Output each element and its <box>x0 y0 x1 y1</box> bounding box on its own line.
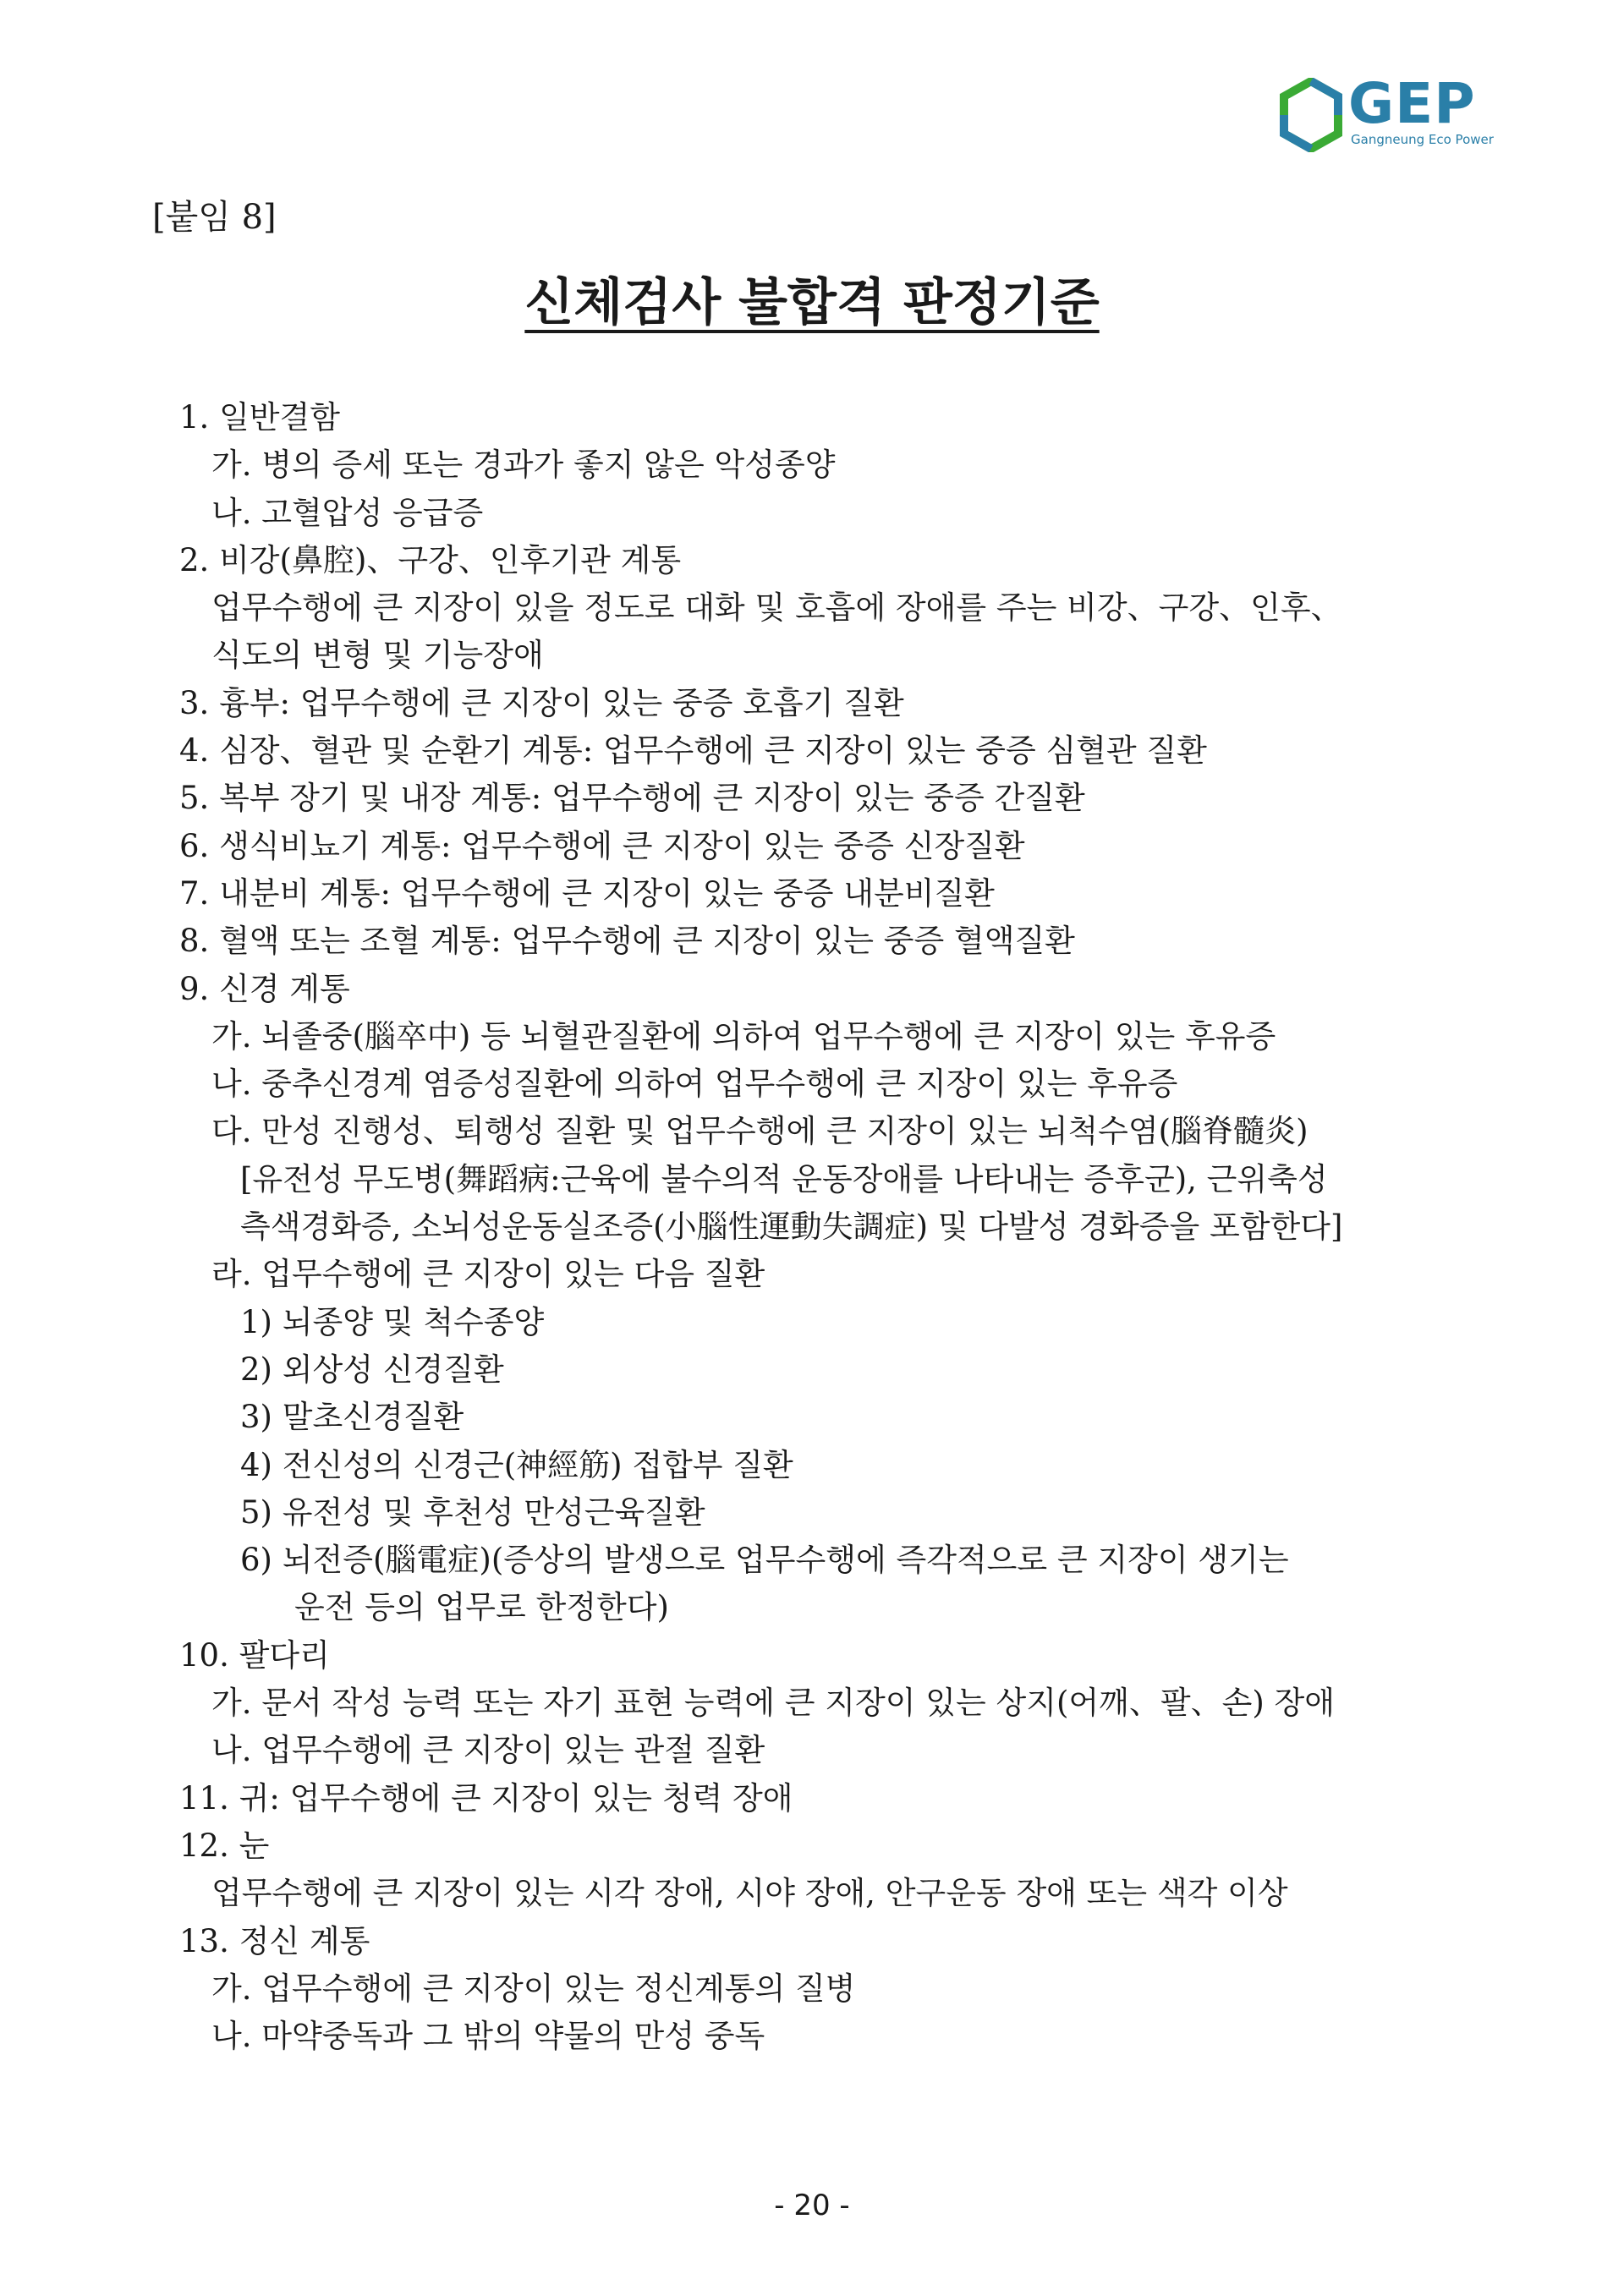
section-heading: 12. 눈 <box>179 1827 270 1864</box>
section-heading: 4. 심장、혈관 및 순환기 계통: 업무수행에 큰 지장이 있는 중증 심혈관 질환 <box>179 732 1207 770</box>
sub-list-item: 6) 뇌전증(腦電症)(증상의 발생으로 업무수행에 즉각적으로 큰 지장이 생기는 <box>240 1542 1289 1579</box>
list-item: 나. 고혈압성 응급증 <box>211 494 484 531</box>
criteria-list <box>179 394 1499 2060</box>
list-item: 나. 중추신경계 염증성질환에 의하여 업무수행에 큰 지장이 있는 후유증 <box>211 1066 1178 1103</box>
list-item: 가. 병의 증세 또는 경과가 좋지 않은 악성종양 <box>211 447 836 484</box>
section-heading: 3. 흉부: 업무수행에 큰 지장이 있는 중증 호흡기 질환 <box>179 684 904 721</box>
logo-text: GEP <box>1348 71 1476 136</box>
list-item: 업무수행에 큰 지장이 있을 정도로 대화 및 호흡에 장애를 주는 비강、구강、인후、 <box>211 589 1342 627</box>
sub-list-item-continuation: 운전 등의 업무로 한정한다) <box>294 1589 669 1626</box>
list-item-continuation: [유전성 무도병(舞蹈病:근육에 불수의적 운동장애를 나타내는 증후군), 근위축성 <box>240 1160 1328 1197</box>
section-heading: 2. 비강(鼻腔)、구강、인후기관 계통 <box>179 541 682 578</box>
section-heading: 6. 생식비뇨기 계통: 업무수행에 큰 지장이 있는 중증 신장질환 <box>179 827 1025 864</box>
list-item: 가. 업무수행에 큰 지장이 있는 정신계통의 질병 <box>211 1970 856 2007</box>
list-item: 나. 업무수행에 큰 지장이 있는 관절 질환 <box>211 1732 765 1769</box>
section-heading: 7. 내분비 계통: 업무수행에 큰 지장이 있는 중증 내분비질환 <box>179 874 995 912</box>
section-heading: 5. 복부 장기 및 내장 계통: 업무수행에 큰 지장이 있는 중증 간질환 <box>179 780 1085 817</box>
page-number: - 20 - <box>774 2189 850 2222</box>
list-item-continuation: 측색경화증, 소뇌성운동실조증(小腦性運動失調症) 및 다발성 경화증을 포함한다] <box>240 1208 1343 1246</box>
list-item: 식도의 변형 및 기능장애 <box>211 637 544 674</box>
list-item: 가. 문서 작성 능력 또는 자기 표현 능력에 큰 지장이 있는 상지(어깨、팔、손) 장애 <box>211 1685 1336 1722</box>
section-heading: 9. 신경 계통 <box>179 970 350 1007</box>
list-item: 라. 업무수행에 큰 지장이 있는 다음 질환 <box>211 1256 765 1293</box>
attachment-label: [붙임 8] <box>152 198 277 237</box>
section-heading: 10. 팔다리 <box>179 1636 330 1674</box>
list-item: 나. 마약중독과 그 밖의 약물의 만성 중독 <box>211 2018 765 2055</box>
document-title <box>0 262 1624 335</box>
sub-list-item: 2) 외상성 신경질환 <box>240 1351 504 1388</box>
gep-logo-icon <box>1277 78 1345 152</box>
list-item: 가. 뇌졸중(腦卒中) 등 뇌혈관질환에 의하여 업무수행에 큰 지장이 있는 후유증 <box>211 1017 1276 1055</box>
sub-list-item: 3) 말초신경질환 <box>240 1399 464 1436</box>
sub-list-item: 1) 뇌종양 및 척수종양 <box>240 1303 545 1340</box>
section-heading: 1. 일반결함 <box>179 399 341 436</box>
section-heading: 8. 혈액 또는 조혈 계통: 업무수행에 큰 지장이 있는 중증 혈액질환 <box>179 923 1075 960</box>
sub-list-item: 5) 유전성 및 후천성 만성근육질환 <box>240 1493 705 1531</box>
sub-list-item: 4) 전신성의 신경근(神經筋) 접합부 질환 <box>240 1446 793 1483</box>
section-heading: 13. 정신 계통 <box>179 1922 370 1959</box>
section-heading: 11. 귀: 업무수행에 큰 지장이 있는 청력 장애 <box>179 1779 793 1817</box>
list-item: 업무수행에 큰 지장이 있는 시각 장애, 시야 장애, 안구운동 장애 또는 색각 이상 <box>211 1875 1288 1912</box>
document-title-text: 신체검사 불합격 판정기준 <box>524 273 1100 332</box>
gep-logo <box>1277 71 1494 159</box>
list-item: 다. 만성 진행성、퇴행성 질환 및 업무수행에 큰 지장이 있는 뇌척수염(腦脊髓炎) <box>211 1113 1309 1150</box>
logo-subtitle: Gangneung Eco Power <box>1351 132 1494 147</box>
